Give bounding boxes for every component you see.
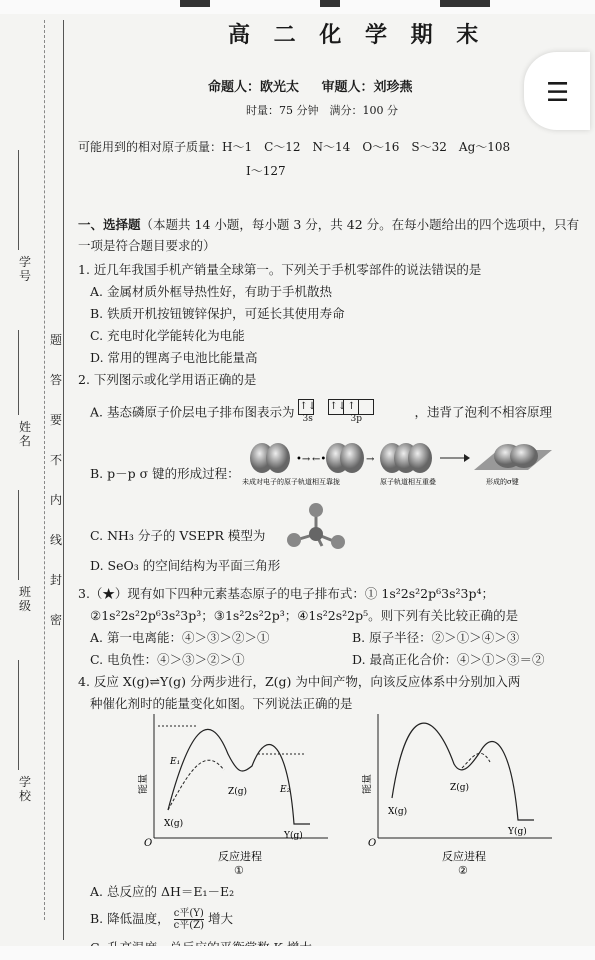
q2-stem: 2. 下列图示或化学用语正确的是 xyxy=(78,372,257,387)
q2-option-b: B. p－p σ 键的形成过程： xyxy=(90,466,240,481)
svg-text:Z(g): Z(g) xyxy=(450,783,470,793)
svg-text:E₂: E₂ xyxy=(280,785,291,795)
label-school: 学 校 xyxy=(18,775,44,803)
top-strip xyxy=(0,0,595,14)
q1-option-a: A. 金属材质外框导热性好，有助于手机散热 xyxy=(90,284,332,299)
q4-option-b: B. 降低温度， c平(Y) c平(Z) 增大 xyxy=(90,908,233,931)
q4-stem-2: 种催化剂时的能量变化如图。下列说法正确的是 xyxy=(90,696,353,711)
atomic-masses: 可能用到的相对原子质量：H～1 C～12 N～14 O～16 S～32 Ag～108 I～127 xyxy=(78,140,511,178)
q3-option-a: A. 第一电离能：④＞③＞②＞① xyxy=(90,630,270,645)
svg-text:Z(g): Z(g) xyxy=(228,787,248,797)
svg-text:能量: 能量 xyxy=(362,774,373,794)
svg-text:X(g): X(g) xyxy=(164,819,184,829)
q2-option-c: C. NH₃ 分子的 VSEPR 模型为 xyxy=(90,528,266,543)
seal-line-text: 题 答 要 不 内 线 封 密 xyxy=(50,333,75,627)
svg-text:Y(g): Y(g) xyxy=(284,831,303,841)
bottom-strip xyxy=(0,946,595,960)
svg-text:E₁: E₁ xyxy=(170,757,181,767)
svg-text:O: O xyxy=(368,838,377,849)
energy-diagram-2 xyxy=(362,714,562,874)
author: 命题人：欧光太 xyxy=(208,80,300,95)
reviewer: 审题人：刘珍燕 xyxy=(321,80,413,95)
svg-text:②: ② xyxy=(458,864,468,874)
sigma-bond-figure xyxy=(242,422,562,502)
vsepr-model-figure xyxy=(284,500,354,550)
svg-text:→: → xyxy=(366,454,375,465)
q3-stem-2: ②1s²2s²2p⁶3s²3p³；③1s²2s²2p³；④1s²2s²2p⁵。则下列有关比较正确的是 xyxy=(90,608,519,623)
q1-option-b: B. 铁质开机按钮镀锌保护，可延长其使用寿命 xyxy=(90,306,345,321)
svg-text:能量: 能量 xyxy=(138,774,149,794)
label-student-number: 学 号 xyxy=(18,255,44,283)
page-title: 高 二 化 学 期 末 xyxy=(228,23,487,48)
q4-stem-1: 4. 反应 X(g)⇌Y(g) 分两步进行，Z(g) 为中间产物，向该反应体系中分别加入两 xyxy=(78,674,521,689)
q3-option-d: D. 最高正化合价：④＞①＞③＝② xyxy=(352,652,545,667)
svg-text:X(g): X(g) xyxy=(388,807,408,817)
svg-text:反应进程: 反应进程 xyxy=(442,850,486,863)
sigma-caption-3: 形成的σ键 xyxy=(486,478,519,486)
svg-text:O: O xyxy=(144,838,153,849)
q4-option-a: A. 总反应的 ΔH＝E₁－E₂ xyxy=(90,884,235,899)
label-class: 班 级 xyxy=(18,585,44,613)
section-header: 一、选择题（本题共 14 小题，每小题 3 分，共 42 分。在每小题给出的四个选项中，只有一项是符合题目要求的） xyxy=(78,217,580,253)
authors xyxy=(208,76,431,95)
hamburger-menu-icon: ☰ xyxy=(546,78,570,108)
q3-stem-1: 3.（★）现有如下四种元素基态原子的电子排布式：① 1s²2s²2p⁶3s²3p⁴； xyxy=(78,586,494,601)
q1-stem: 1. 近几年我国手机产销量全球第一。下列关于手机零部件的说法错误的是 xyxy=(78,262,482,277)
svg-text:•→: •→ xyxy=(296,454,311,465)
svg-text:←•: ←• xyxy=(312,454,327,465)
q2-option-d: D. SeO₃ 的空间结构为平面三角形 xyxy=(90,558,281,573)
svg-text:①: ① xyxy=(234,864,244,874)
section-header-text: （本题共 14 小题，每小题 3 分，共 42 分。在每小题给出的四个选项中，只有一项是符合题目要求的） xyxy=(78,217,580,253)
q3-option-c: C. 电负性：④＞③＞②＞① xyxy=(90,652,245,667)
time-score: 时量：75 分钟 满分：100 分 xyxy=(246,104,398,117)
orbital-diagram: ↑↓ ↑↓↑ 3s 3p xyxy=(298,398,410,428)
q1-option-d: D. 常用的锂离子电池比能量高 xyxy=(90,350,258,365)
sigma-caption-1: 未成对电子的原子轨道相互靠拢 xyxy=(242,478,340,486)
svg-text:反应进程: 反应进程 xyxy=(218,850,262,863)
menu-button[interactable] xyxy=(524,52,590,130)
q3-option-b: B. 原子半径：②＞①＞④＞③ xyxy=(352,630,520,645)
energy-diagram-1 xyxy=(138,714,338,874)
binding-margin xyxy=(0,0,75,960)
q1-option-c: C. 充电时化学能转化为电能 xyxy=(90,328,245,343)
label-name: 姓 名 xyxy=(18,420,44,448)
svg-text:Y(g): Y(g) xyxy=(508,827,527,837)
q2-option-a: A. 基态磷原子价层电子排布图表示为 ↑↓ ↑↓↑ 3s 3p ，违背了泡利不相容原理 xyxy=(90,398,552,428)
sigma-caption-2: 原子轨道相互重叠 xyxy=(380,478,436,486)
